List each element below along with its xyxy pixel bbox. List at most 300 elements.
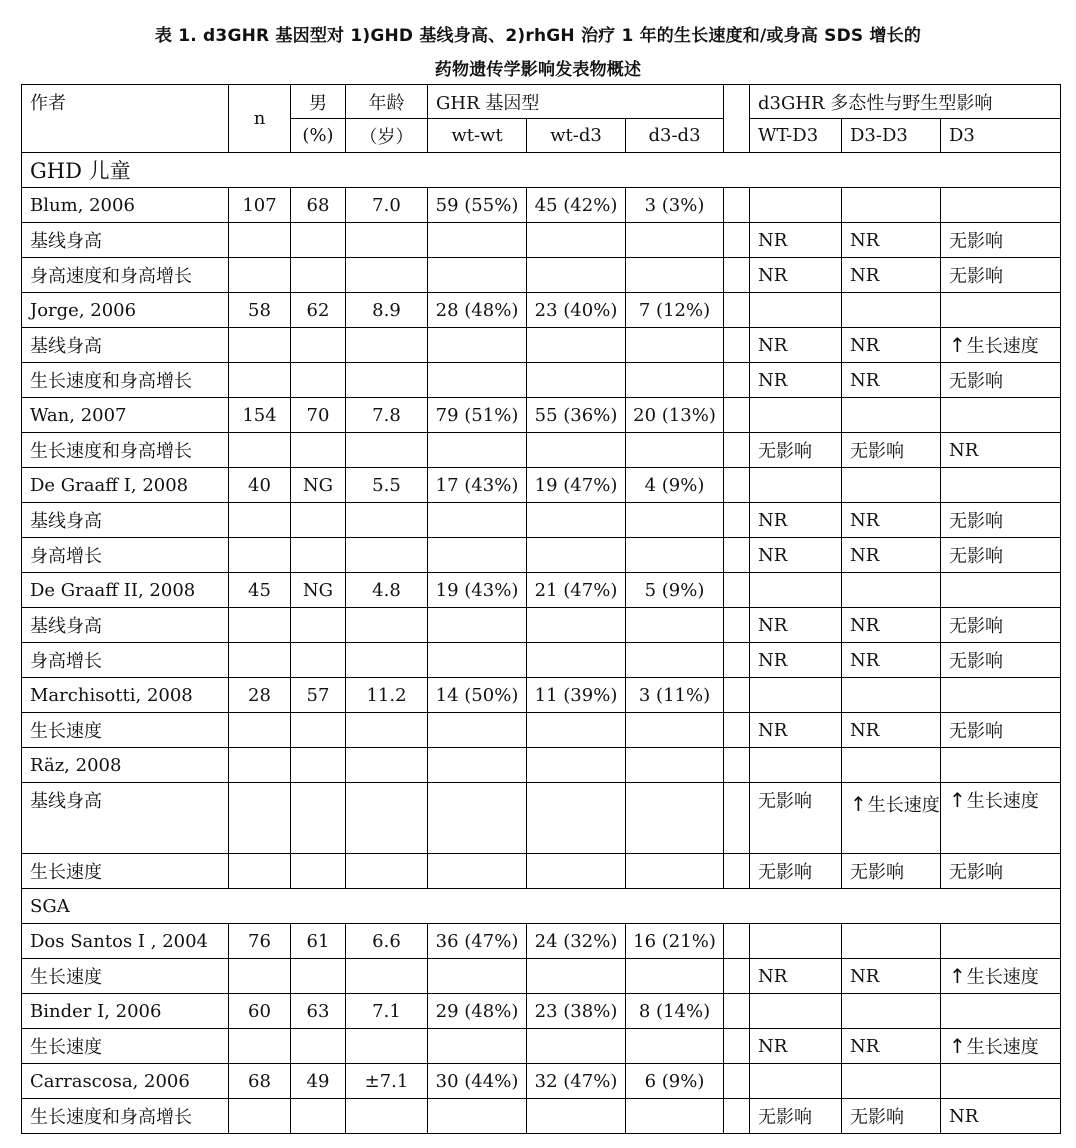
cell-male — [291, 223, 346, 258]
cell-n — [229, 748, 291, 783]
cell-wt-d3 — [527, 538, 626, 573]
cell-author — [22, 748, 229, 783]
cell-author — [22, 854, 229, 889]
cell-text: 60 — [248, 1000, 271, 1022]
header-wt-d3: wt-d3 — [527, 119, 626, 153]
cell-text: 身高增长 — [30, 546, 102, 567]
cell-male — [291, 1029, 346, 1064]
spacer-cell — [724, 713, 750, 748]
cell-d3-d3 — [626, 223, 724, 258]
cell-text: 6.6 — [372, 930, 401, 952]
cell-text: 17 (43%) — [435, 474, 519, 496]
cell-text: 24 (32%) — [534, 930, 618, 952]
cell-d3-d3 — [626, 503, 724, 538]
cell-text: 无影响 — [949, 546, 1003, 567]
cell-text: 7.0 — [372, 194, 401, 216]
effect-label: 生长速度 — [966, 336, 1039, 357]
cell-text: 45 — [248, 579, 271, 601]
cell-male — [291, 678, 346, 713]
cell-author — [22, 573, 229, 608]
cell-text: 19 (47%) — [534, 474, 618, 496]
cell-male — [291, 363, 346, 398]
cell-e3 — [941, 293, 1061, 328]
header-effect: d3GHR 多态性与野生型影响 — [750, 85, 1061, 119]
cell-n — [229, 538, 291, 573]
cell-text: NR — [850, 1035, 880, 1057]
cell-text: 生长速度 — [30, 1037, 102, 1058]
sga-rows — [22, 924, 1061, 1134]
cell-n — [229, 713, 291, 748]
cell-e2 — [842, 293, 941, 328]
cell-age — [346, 223, 428, 258]
cell-wt-wt — [428, 783, 527, 854]
header-WT-D3: WT-D3 — [750, 119, 842, 153]
cell-e2 — [842, 433, 941, 468]
cell-wt-wt — [428, 959, 527, 994]
cell-e1 — [750, 398, 842, 433]
cell-d3-d3 — [626, 258, 724, 293]
section-label-ghd: GHD 儿童 — [22, 153, 1061, 188]
cell-text: 70 — [306, 404, 330, 426]
cell-e3 — [941, 783, 1061, 854]
spacer-cell — [724, 188, 750, 223]
cell-e2 — [842, 188, 941, 223]
cell-n — [229, 854, 291, 889]
spacer-cell — [724, 398, 750, 433]
header-age: 年龄 — [346, 85, 428, 119]
cell-e2 — [842, 538, 941, 573]
cell-male — [291, 188, 346, 223]
cell-text: 23 (38%) — [534, 1000, 618, 1022]
cell-age — [346, 1064, 428, 1099]
cell-male — [291, 258, 346, 293]
effect-label: 生长速度 — [867, 795, 940, 816]
cell-e1 — [750, 643, 842, 678]
cell-male — [291, 398, 346, 433]
cell-e1 — [750, 293, 842, 328]
cell-age — [346, 678, 428, 713]
cell-wt-wt — [428, 748, 527, 783]
cell-e3 — [941, 258, 1061, 293]
cell-e1 — [750, 573, 842, 608]
cell-male — [291, 748, 346, 783]
cell-n — [229, 994, 291, 1029]
cell-male — [291, 959, 346, 994]
cell-wt-wt — [428, 188, 527, 223]
table-row — [22, 994, 1061, 1029]
spacer-cell — [724, 573, 750, 608]
cell-wt-d3 — [527, 293, 626, 328]
cell-author — [22, 1099, 229, 1134]
table-row — [22, 538, 1061, 573]
cell-wt-wt — [428, 363, 527, 398]
cell-male — [291, 854, 346, 889]
cell-text: NR — [758, 1035, 788, 1057]
table-row — [22, 328, 1061, 363]
cell-text: 20 (13%) — [633, 404, 716, 426]
cell-male — [291, 468, 346, 503]
cell-d3-d3 — [626, 538, 724, 573]
cell-male — [291, 1099, 346, 1134]
spacer-cell — [724, 678, 750, 713]
cell-e3 — [941, 748, 1061, 783]
table-row — [22, 433, 1061, 468]
spacer-cell — [724, 994, 750, 1029]
cell-text: NR — [758, 965, 788, 987]
cell-text: 无影响 — [850, 862, 904, 883]
cell-male — [291, 328, 346, 363]
cell-n — [229, 363, 291, 398]
cell-text: 8 (14%) — [638, 1000, 711, 1022]
cell-text: 无影响 — [949, 616, 1003, 637]
spacer-cell — [724, 363, 750, 398]
table-row — [22, 608, 1061, 643]
cell-d3-d3 — [626, 573, 724, 608]
spacer-cell — [724, 1064, 750, 1099]
cell-wt-wt — [428, 678, 527, 713]
cell-text: 59 (55%) — [435, 194, 519, 216]
ghd-rows — [22, 188, 1061, 889]
cell-age — [346, 608, 428, 643]
cell-age — [346, 1099, 428, 1134]
table-title-line-1: 表 1. d3GHR 基因型对 1)GHD 基线身高、2)rhGH 治疗 1 年的生长速度和/或身高 SDS 增长的 — [154, 26, 922, 46]
cell-wt-wt — [428, 328, 527, 363]
cell-e2 — [842, 1064, 941, 1099]
table-row — [22, 1029, 1061, 1064]
cell-author — [22, 1029, 229, 1064]
cell-text: Dos Santos I , 2004 — [30, 930, 208, 952]
cell-wt-d3 — [527, 783, 626, 854]
spacer-cell — [724, 468, 750, 503]
cell-e2 — [842, 748, 941, 783]
cell-text: NR — [850, 334, 880, 356]
cell-e3 — [941, 1029, 1061, 1064]
cell-author — [22, 328, 229, 363]
cell-text: NR — [850, 544, 880, 566]
cell-wt-d3 — [527, 608, 626, 643]
cell-d3-d3 — [626, 328, 724, 363]
cell-text: Räz, 2008 — [30, 754, 122, 776]
cell-wt-d3 — [527, 959, 626, 994]
cell-text: 30 (44%) — [435, 1070, 519, 1092]
cell-e1 — [750, 994, 842, 1029]
cell-text: NR — [850, 649, 880, 671]
cell-e3 — [941, 959, 1061, 994]
cell-d3-d3 — [626, 468, 724, 503]
cell-e2 — [842, 1029, 941, 1064]
cell-text: 57 — [306, 684, 330, 706]
cell-wt-d3 — [527, 994, 626, 1029]
cell-n — [229, 468, 291, 503]
cell-text: NR — [850, 264, 880, 286]
cell-e1 — [750, 1099, 842, 1134]
cell-e1 — [750, 608, 842, 643]
cell-d3-d3 — [626, 293, 724, 328]
cell-text: NR — [850, 614, 880, 636]
cell-text: 生长速度 — [30, 721, 102, 742]
cell-d3-d3 — [626, 398, 724, 433]
spacer-cell — [724, 538, 750, 573]
header-D3: D3 — [941, 119, 1061, 153]
header-row-1 — [22, 85, 1061, 119]
cell-text: 生长速度和身高增长 — [30, 371, 192, 392]
cell-age — [346, 748, 428, 783]
cell-d3-d3 — [626, 748, 724, 783]
cell-wt-wt — [428, 538, 527, 573]
cell-age — [346, 328, 428, 363]
cell-wt-wt — [428, 223, 527, 258]
cell-e3 — [941, 994, 1061, 1029]
cell-e3 — [941, 363, 1061, 398]
cell-text: NR — [758, 264, 788, 286]
cell-wt-wt — [428, 1029, 527, 1064]
cell-wt-wt — [428, 433, 527, 468]
cell-wt-wt — [428, 573, 527, 608]
cell-n — [229, 398, 291, 433]
cell-text: NR — [850, 965, 880, 987]
cell-e3 — [941, 678, 1061, 713]
cell-age — [346, 783, 428, 854]
cell-male — [291, 713, 346, 748]
cell-text: 基线身高 — [30, 336, 102, 357]
cell-d3-d3 — [626, 1064, 724, 1099]
cell-age — [346, 573, 428, 608]
table-row — [22, 573, 1061, 608]
header-age-unit: （岁） — [346, 119, 428, 153]
cell-e1 — [750, 1029, 842, 1064]
table-row — [22, 188, 1061, 223]
table-row — [22, 398, 1061, 433]
cell-author — [22, 293, 229, 328]
up-arrow-icon: ↑ — [949, 1034, 966, 1058]
cell-male — [291, 433, 346, 468]
cell-wt-wt — [428, 258, 527, 293]
cell-n — [229, 223, 291, 258]
effect-label: 生长速度 — [966, 1037, 1039, 1058]
cell-e1 — [750, 223, 842, 258]
cell-text: 生长速度 — [30, 967, 102, 988]
spacer-cell — [724, 433, 750, 468]
effect-label: 生长速度 — [966, 791, 1039, 812]
cell-wt-wt — [428, 1099, 527, 1134]
cell-text: 4 (9%) — [644, 474, 705, 496]
cell-e2 — [842, 678, 941, 713]
cell-text: 无影响 — [949, 511, 1003, 532]
cell-e2 — [842, 643, 941, 678]
cell-e1 — [750, 854, 842, 889]
cell-d3-d3 — [626, 854, 724, 889]
cell-text: ±7.1 — [364, 1070, 409, 1092]
cell-d3-d3 — [626, 643, 724, 678]
cell-d3-d3 — [626, 783, 724, 854]
cell-e1 — [750, 503, 842, 538]
cell-text: 40 — [248, 474, 271, 496]
section-label-sga: SGA — [22, 889, 1061, 924]
cell-text: 7.1 — [372, 1000, 401, 1022]
cell-text: NG — [302, 579, 334, 601]
table-row — [22, 258, 1061, 293]
cell-wt-d3 — [527, 433, 626, 468]
cell-male — [291, 503, 346, 538]
cell-n — [229, 924, 291, 959]
cell-e2 — [842, 959, 941, 994]
cell-text: 无影响 — [949, 651, 1003, 672]
cell-e3 — [941, 468, 1061, 503]
cell-male — [291, 1064, 346, 1099]
up-arrow-icon: ↑ — [949, 788, 966, 812]
cell-e2 — [842, 468, 941, 503]
spacer-cell — [724, 783, 750, 854]
table-row — [22, 713, 1061, 748]
table-row — [22, 1099, 1061, 1134]
spacer-cell — [724, 223, 750, 258]
header-n: n — [229, 85, 291, 153]
cell-text: 29 (48%) — [435, 1000, 519, 1022]
cell-wt-wt — [428, 468, 527, 503]
cell-d3-d3 — [626, 608, 724, 643]
cell-e1 — [750, 924, 842, 959]
table-row — [22, 783, 1061, 854]
cell-wt-d3 — [527, 258, 626, 293]
cell-wt-wt — [428, 398, 527, 433]
table-row — [22, 959, 1061, 994]
cell-male — [291, 643, 346, 678]
cell-wt-wt — [428, 854, 527, 889]
cell-text: 36 (47%) — [435, 930, 519, 952]
cell-wt-d3 — [527, 678, 626, 713]
cell-e2 — [842, 1099, 941, 1134]
cell-age — [346, 959, 428, 994]
header-male: 男 — [291, 85, 346, 119]
cell-text: 身高速度和身高增长 — [30, 266, 192, 287]
cell-author — [22, 643, 229, 678]
cell-age — [346, 503, 428, 538]
cell-author — [22, 223, 229, 258]
cell-d3-d3 — [626, 188, 724, 223]
cell-text: Wan, 2007 — [30, 404, 127, 426]
cell-n — [229, 433, 291, 468]
cell-n — [229, 678, 291, 713]
cell-male — [291, 608, 346, 643]
cell-e3 — [941, 573, 1061, 608]
spacer-cell — [724, 608, 750, 643]
cell-text: NR — [758, 509, 788, 531]
header-genotype: GHR 基因型 — [428, 85, 724, 119]
cell-n — [229, 1099, 291, 1134]
cell-e1 — [750, 538, 842, 573]
cell-text: 11 (39%) — [534, 684, 618, 706]
cell-e2 — [842, 258, 941, 293]
cell-text: De Graaff I, 2008 — [30, 474, 189, 496]
cell-e1 — [750, 1064, 842, 1099]
cell-author — [22, 398, 229, 433]
cell-e3 — [941, 643, 1061, 678]
cell-wt-d3 — [527, 223, 626, 258]
cell-wt-wt — [428, 293, 527, 328]
cell-text: 无影响 — [758, 441, 812, 462]
spacer-cell — [724, 854, 750, 889]
cell-e2 — [842, 398, 941, 433]
cell-male — [291, 924, 346, 959]
cell-e1 — [750, 783, 842, 854]
cell-text: NR — [949, 439, 979, 461]
spacer-cell — [724, 924, 750, 959]
cell-text: 19 (43%) — [435, 579, 519, 601]
cell-wt-wt — [428, 503, 527, 538]
cell-e2 — [842, 223, 941, 258]
cell-author — [22, 503, 229, 538]
cell-text: 6 (9%) — [644, 1070, 705, 1092]
cell-wt-d3 — [527, 1064, 626, 1099]
cell-e1 — [750, 433, 842, 468]
cell-age — [346, 468, 428, 503]
header-wt-wt: wt-wt — [428, 119, 527, 153]
cell-e1 — [750, 328, 842, 363]
cell-e3 — [941, 328, 1061, 363]
cell-text: 76 — [248, 930, 271, 952]
table-row — [22, 678, 1061, 713]
cell-e2 — [842, 363, 941, 398]
cell-text: Binder I, 2006 — [30, 1000, 162, 1022]
cell-author — [22, 783, 229, 854]
table-row — [22, 924, 1061, 959]
cell-wt-d3 — [527, 363, 626, 398]
cell-age — [346, 293, 428, 328]
cell-text: 55 (36%) — [534, 404, 618, 426]
cell-text: Jorge, 2006 — [30, 299, 137, 321]
cell-e3 — [941, 854, 1061, 889]
cell-wt-wt — [428, 713, 527, 748]
cell-author — [22, 188, 229, 223]
cell-d3-d3 — [626, 433, 724, 468]
cell-text: NR — [850, 369, 880, 391]
cell-n — [229, 1029, 291, 1064]
cell-male — [291, 538, 346, 573]
cell-text: 基线身高 — [30, 791, 102, 812]
cell-text: 21 (47%) — [534, 579, 618, 601]
cell-male — [291, 783, 346, 854]
cell-text: 无影响 — [949, 371, 1003, 392]
cell-text: 8.9 — [372, 299, 401, 321]
cell-age — [346, 538, 428, 573]
cell-male — [291, 293, 346, 328]
cell-n — [229, 1064, 291, 1099]
cell-wt-d3 — [527, 188, 626, 223]
cell-text: 16 (21%) — [633, 930, 716, 952]
cell-wt-wt — [428, 994, 527, 1029]
spacer-cell — [724, 328, 750, 363]
cell-text: 107 — [242, 194, 277, 216]
cell-n — [229, 258, 291, 293]
cell-text: 3 (11%) — [638, 684, 711, 706]
cell-text: NR — [758, 719, 788, 741]
cell-age — [346, 713, 428, 748]
cell-e3 — [941, 398, 1061, 433]
cell-author — [22, 608, 229, 643]
cell-text: 7.8 — [372, 404, 401, 426]
cell-age — [346, 363, 428, 398]
cell-d3-d3 — [626, 1099, 724, 1134]
header-d3-d3: d3-d3 — [626, 119, 724, 153]
cell-text: 58 — [248, 299, 271, 321]
cell-text: NR — [758, 369, 788, 391]
up-arrow-icon: ↑ — [850, 792, 867, 816]
up-arrow-icon: ↑ — [949, 333, 966, 357]
cell-age — [346, 258, 428, 293]
cell-text: 无影响 — [850, 441, 904, 462]
cell-wt-wt — [428, 608, 527, 643]
header-male-pct: (%) — [291, 119, 346, 153]
